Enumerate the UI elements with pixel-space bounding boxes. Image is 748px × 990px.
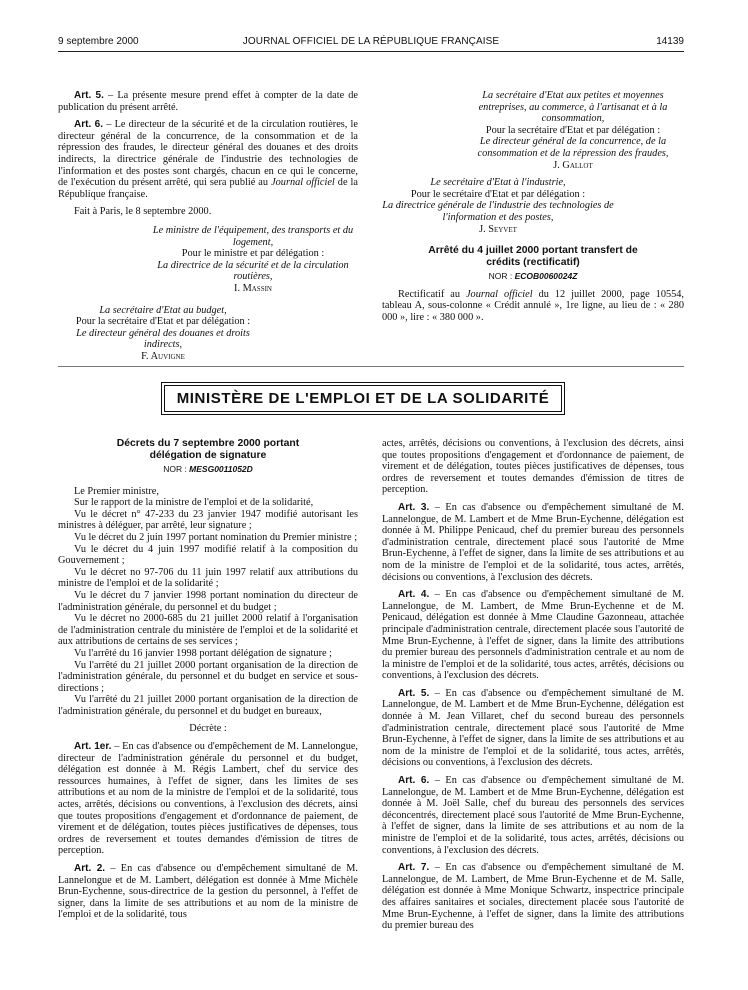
signature-block-1 — [58, 225, 358, 295]
journal-name: Journal officiel — [271, 177, 335, 189]
top-right-column — [382, 90, 684, 324]
decree-nor — [58, 464, 358, 476]
paragraph-art6 — [382, 775, 684, 856]
visa-line: Vu le décret du 2 juin 1997 portant nomination du Premier ministre ; — [74, 531, 358, 543]
rectificatif-part: Rectificatif au — [398, 288, 466, 300]
decree-author: Le Premier ministre, — [74, 485, 159, 497]
signature-role: La secrétaire d'Etat au budget, — [99, 304, 227, 316]
visa-line: Vu l'arrêté du 21 juillet 2000 portant organisation de la direction de l'administration générale, du personnel et du budget en bureaux, — [58, 694, 358, 717]
article-text: – En cas d'absence ou d'empêchement simultané de M. Lannelongue, de M. Lambert et de Mme Brun-Eychenne, délégation est donnée à M. Philippe Penicaud, chef du premier bureau des personnels d'administration centrale, directement placé sous l'autorité de Mme Brun-Eychenne, à l'effet de signer, dans la limite de ses attributions et au nom de la ministre de l'emploi et de la solidarité, tous actes, arrêtés, décisions ou conventions, à l'exclusion des décrets. — [382, 501, 685, 583]
done-at: Fait à Paris, le 8 septembre 2000. — [74, 206, 212, 218]
article-text: – En cas d'absence ou d'empêchement de M. Lannelongue, directeur de l'administration générale du personnel et du budget, délégation est donnée à M. Régis Lambert, chef du service des ressources humaines, à l'effet de signer, dans les limites de ses attributions et au nom de la ministre de l'emploi et de la solidarité, tous actes, arrêtés, décisions ou conventions, à l'exclusion des décrets, ainsi que toutes propositions d'engagement et d'ordonnance de paiement, de virement et de délégation, toutes pièces justificatives de dépenses, tous ordres de reversement et toutes demandes d'émission de titres de perception. — [58, 741, 358, 857]
paragraph-art7 — [382, 862, 684, 932]
article-text: – En cas d'absence ou d'empêchement simultané de M. Lannelongue, de M. Lambert et de Mme Brun-Eychenne, délégation est donnée à M. Jean Villaret, chef du second bureau des personnels d'administration centrale, directement placé sous l'autorité de Mme Brun-Eychenne, à l'effet de signer, dans la limite de ses attributions et au nom de la ministre de l'emploi et de la solidarité, tous actes, arrêtés, décisions ou conventions, à l'exclusion des décrets. — [382, 687, 685, 769]
paragraph-art4 — [382, 589, 684, 682]
paragraph-art1 — [58, 741, 358, 857]
signature-name: F. Auvigne — [141, 350, 185, 362]
visa-line: Sur le rapport de la ministre de l'emploi et de la solidarité, — [74, 497, 314, 509]
signature-delegation: Pour la secrétaire d'Etat et par délégation : — [75, 316, 251, 328]
signature-block-2 — [58, 305, 358, 363]
header-journal-title: JOURNAL OFFICIEL DE LA RÉPUBLIQUE FRANÇAISE — [242, 36, 500, 47]
paragraph-art6 — [58, 119, 358, 200]
signature-block-4 — [382, 177, 684, 235]
section-rule — [58, 366, 684, 367]
paragraph-art3 — [382, 502, 684, 583]
ministry-banner — [161, 382, 565, 415]
signature-title: Le directeur général des douanes et droits indirects, — [76, 327, 250, 351]
signature-title: La directrice générale de l'industrie des technologies de l'information et des postes, — [382, 200, 614, 223]
signature-role: Le ministre de l'équipement, des transports et du logement, — [152, 224, 354, 248]
article-text: – En cas d'absence ou d'empêchement simultané de M. Lannelongue et de M. Lambert, délégation est donnée à Mme Michèle Brun-Eychenne, sous-directrice de la gestion du personnel, à l'effet de signer, dans la limite de ses attributions et au nom de la ministre de l'emploi et de la solidarité, tous — [58, 863, 358, 921]
signature-block-3 — [382, 90, 684, 171]
decrete: Décrète : — [189, 723, 227, 735]
article-text: – En cas d'absence ou d'empêchement simultané de M. Lannelongue, de M. Lambert, de Mme Brun-Eychenne et de M. Salle, délégation est donnée à Mme Monique Schwartz, inspectrice principale des affaires sanitaires et sociales, directement placée sous l'autorité de Mme Brun-Eychenne, à l'effet de signer, dans la limite des attributions du premier bureau des — [382, 862, 685, 932]
visa-line: Vu l'arrêté du 16 janvier 1998 portant délégation de signature ; — [74, 647, 333, 659]
article-number: Art. 3. — [398, 501, 430, 513]
article-number: Art. 7. — [398, 862, 430, 874]
arrete-nor — [382, 271, 684, 283]
article-number: Art. 1er. — [74, 741, 112, 753]
ministry-title: MINISTÈRE DE L'EMPLOI ET DE LA SOLIDARITÉ — [176, 390, 550, 407]
visa-line: Vu le décret no 2000-685 du 21 juillet 2000 relatif à l'organisation de l'administration centrale du ministère de l'emploi et de la solidarité et aux attributions de certains de ses services ; — [58, 613, 358, 648]
visa-line: Vu le décret du 7 janvier 1998 portant nomination du directeur de l'administration générale, du personnel et du budget ; — [58, 589, 358, 613]
signature-name: I. Massin — [234, 282, 272, 294]
signature-role: La secrétaire d'Etat aux petites et moyennes entreprises, au commerce, à l'artisanat et à la consommation, — [478, 90, 668, 125]
top-left-column — [58, 90, 358, 362]
rectificatif-text — [382, 289, 684, 324]
decree-left-column — [58, 438, 358, 921]
article-number: Art. 2. — [74, 863, 106, 874]
decree-title: Décrets du 7 septembre 2000 portant délégation de signature — [116, 438, 300, 461]
signature-name: J. Seyvet — [479, 223, 517, 235]
article-text: – La présente mesure prend effet à compter de la date de publication du présent arrêté. — [58, 90, 358, 113]
visa-line: Vu l'arrêté du 21 juillet 2000 portant organisation de la direction de l'administration générale, du personnel et du budget en service et sous-directions ; — [58, 659, 358, 694]
visa-line: Vu le décret no 97-706 du 11 juin 1997 relatif aux attributions du ministre de l'emploi et de la solidarité ; — [58, 566, 358, 590]
visa-line: Vu le décret n° 47-233 du 23 janvier 1947 modifié autorisant les ministres à déléguer, par arrêté, leur signature ; — [58, 508, 358, 532]
nor-code: ECOB0060024Z — [514, 271, 578, 282]
header-page-number: 14139 — [656, 36, 684, 47]
nor-code: MESG0011052D — [189, 464, 253, 474]
continued-text: actes, arrêtés, décisions ou conventions, à l'exclusion des décrets, ainsi que toutes propositions d'engagement et d'ordonnance de paiement, de virement et de délégation, toutes pièces justificatives de dépenses, tous ordres de reversement et toutes demandes d'émission de titres de perception. — [382, 438, 684, 496]
decree-right-column — [382, 438, 684, 932]
article-text: – Le directeur de la sécurité et de la circulation routières, le directeur général de la concurrence, de la consommation et de la répression des fraudes, le directeur général des douanes et des droits indirects, la directrice générale de l'industrie des technologies de l'information et des postes sont chargés, chacun en ce qui le concerne, de l'exécution du présent arrêté, qui sera publié au — [58, 119, 358, 189]
nor-label: NOR : — [163, 464, 190, 474]
article-text: – En cas d'absence ou d'empêchement simultané de M. Lannelongue, de M. Lambert, de Mme Brun-Eychenne et de M. Penicaud, délégation est donnée à Mme Claudine Gazonneau, attachée principale d'administration centrale, directement placée sous l'autorité de Mme Brun-Eychenne, à l'effet de signer, dans la limite des attributions du premier bureau des personnels d'administration centrale et au nom de la ministre de l'emploi et de la solidarité, tous actes, arrêtés, décisions ou conventions, à l'exclusion des décrets. — [382, 589, 685, 682]
nor-label: NOR : — [488, 271, 515, 282]
article-text: – En cas d'absence ou d'empêchement simultané de M. Lannelongue, de M. Lambert et de Mme Brun-Eychenne, délégation est donnée à M. Joël Salle, chef du bureau des personnels des services déconcentrés, directement placé sous l'autorité de Mme Brun-Eychenne, à l'effet de signer, dans la limite de ses attributions et au nom de la ministre de l'emploi et de la solidarité, tous actes, arrêtés, décisions ou conventions, à l'exclusion des décrets. — [382, 775, 685, 856]
article-number: Art. 4. — [398, 589, 430, 601]
journal-name: Journal officiel — [465, 288, 533, 300]
article-text: de la République française. — [58, 177, 358, 200]
signature-title: Le directeur général de la concurrence, de la consommation et de la répression des fraudes, — [477, 136, 669, 159]
article-number: Art. 5. — [398, 687, 430, 699]
paragraph-art5 — [58, 90, 358, 113]
signature-title: La directrice de la sécurité et de la circulation routières, — [157, 259, 349, 283]
paragraph-art5 — [382, 688, 684, 769]
rectificatif-part: du 12 juillet 2000, page 10554, tableau A, sous-colonne « Crédit annulé », 1re ligne, au lieu de : « 280 000 », lire : « 380 000 ». — [382, 288, 684, 323]
signature-delegation: Pour la secrétaire d'Etat et par délégation : — [485, 124, 661, 136]
signature-delegation: Pour le secrétaire d'Etat et par délégation : — [410, 188, 586, 200]
arrete-title: Arrêté du 4 juillet 2000 portant transfert de crédits (rectificatif) — [428, 245, 638, 268]
visa-line: Vu le décret du 4 juin 1997 modifié relatif à la composition du Gouvernement ; — [58, 543, 358, 567]
running-header — [58, 36, 684, 50]
header-rule — [58, 51, 684, 52]
header-date: 9 septembre 2000 — [58, 36, 139, 47]
article-number: Art. 5. — [74, 90, 104, 101]
signature-role: Le secrétaire d'Etat à l'industrie, — [430, 177, 566, 189]
decree-visas — [58, 486, 358, 718]
article-number: Art. 6. — [398, 775, 430, 787]
paragraph-art2 — [58, 863, 358, 921]
signature-delegation: Pour le ministre et par délégation : — [181, 248, 325, 260]
article-number: Art. 6. — [74, 119, 103, 131]
signature-name: J. Gallot — [553, 159, 593, 171]
